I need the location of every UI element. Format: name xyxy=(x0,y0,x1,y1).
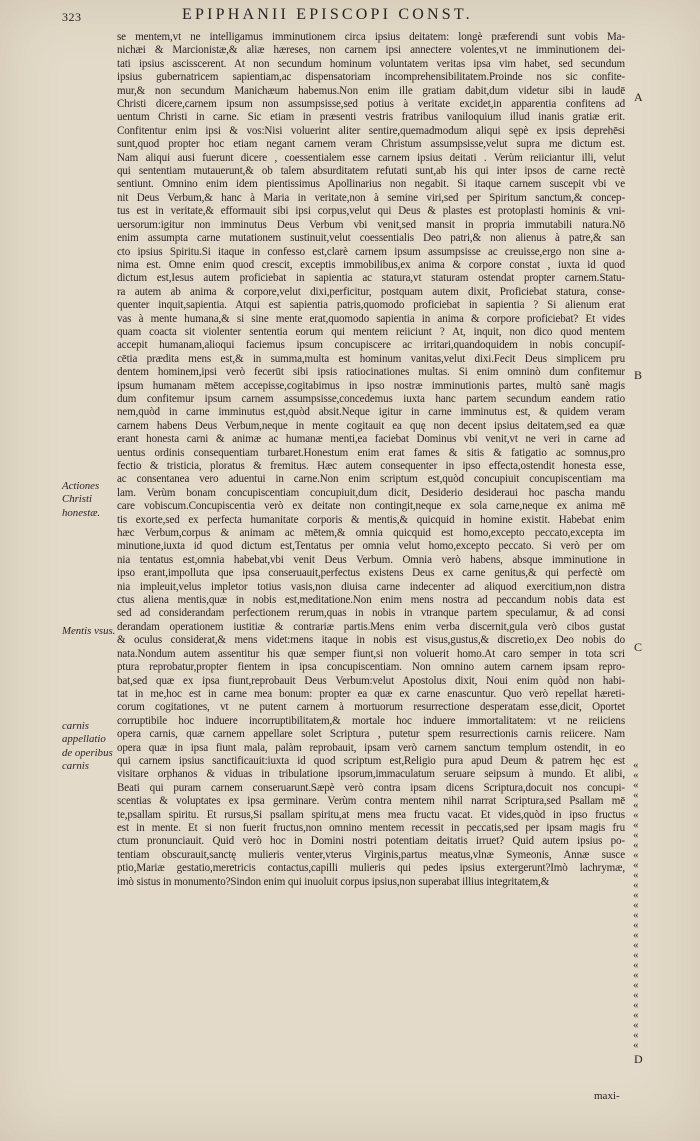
text-line: quenter inquit,sapientia. Atqui est sapientia patris,quomodo proficiebat in sapientia ? Si alienum erat xyxy=(117,299,625,312)
text-line: ac consentanea vero aduentui in carne.Non enim scriptum est,quòd concupiuit concupiscentiam ma xyxy=(117,473,625,486)
body-text xyxy=(117,31,625,889)
text-line: nata.Nondum autem assentitur his quæ semper fiunt,si non voluerit homo.At caro semper in tota scri xyxy=(117,647,625,660)
text-line: ipso erant,impolluta que ipsa conseruauit,perfectus existens Deus ex carne genitus,& qui perfectè om xyxy=(117,567,625,580)
text-line: ra autem ab anima & corpore,velut dixi,perficitur, postquam autem dixit, Proficiebat statura, conse- xyxy=(117,285,625,298)
text-line: hæc Verbum,corpus & animam ac mētem,& omnia quicquid est homo,excepto peccato,excepta im xyxy=(117,527,625,540)
text-line: Confitentur enim ipsi & vos:Nisi voluerint aliter sentire,quemadmodum aliqui sępè ex ipsis deprehēsi xyxy=(117,124,625,137)
text-line: Nam aliqui ausi fuerunt dicere , coessentialem esse carnem ipsius deitati . Verùm reiiciantur illi, velut xyxy=(117,151,625,164)
text-line: tis exorte,sed ex perfecta humanitate corporis & mentis,& quicquid in homine existit. Habebat enim xyxy=(117,513,625,526)
text-line: opera quæ in ipsa fiunt mala, palàm reprobauit, ipsam verò carnem sanctum templum ostendit, in eo xyxy=(117,741,625,754)
text-line: tus est in veritate,& efformauit sibi ipsi corpus,velut qui Deus & plastes est protoplasti hominis & vni- xyxy=(117,205,625,218)
text-line: sed ad considerandam perfectionem rerum,quas in nobis in vtranque partem speculamur, & ad consi xyxy=(117,607,625,620)
text-line: sunt,quod propter hoc etiam negant carnem veram Christum assumpsisse,velut supra me dictum est. xyxy=(117,138,625,151)
text-line: derandam operationem iustitiæ & contrariæ partis.Mens enim verba discernit,gula verò cibos gustat xyxy=(117,620,625,633)
text-line: qui sententiam mutauerunt,& ob talem absurditatem refutati sunt,ab his qui inter ipsos de carne rectè xyxy=(117,165,625,178)
text-line: imò sistus in monumento?Sindon enim qui inuoluit corpus ipsius,non superabat illius integritatem,& xyxy=(117,875,550,888)
text-line: corruptibile hoc induere incorruptibilitatem,& mortale hoc induere immortalitatem: vt ne reiiciens xyxy=(117,714,625,727)
text-line: ctum pronunciauit. Quid verò hoc in Domini nostri potentiam deitatis irruet? Quid autem ipsius po- xyxy=(117,835,625,848)
quotation-marks: « « « « « « « « « « « « « « « « « « « « « « « « « « « « « xyxy=(633,759,640,1051)
text-line: care vobiscum.Concupiscentia verò ex deitate non contingit,neque ex sola carne,neque ex anima mē xyxy=(117,500,625,513)
text-line: uersorum:igitur non imminutus Deus Verbum vbi venit,sed mansit in propria immutabili natura.Nō xyxy=(117,218,625,231)
text-line: lam. Verùm bonam concupiscentiam concupiuit,dum dicit, Desiderio desideraui hoc pascha mandu xyxy=(117,486,625,499)
text-line: carnem habens Deus Verbum,neque in mente cogitauit ea quę non decent ipsius deitatem,sed ea quæ xyxy=(117,419,625,432)
text-line: quam coacta sit violenter sententia eorum qui mentem reiiciunt ? At, inquit, non dico quod mentem xyxy=(117,325,625,338)
text-line: Christi dicere,carnem ipsum non assumpsisse,sed potius à veritate excidet,in apparentia confitens ad xyxy=(117,98,625,111)
text-line: est in mente. Et si non fuerit fructus,non omnino mentem recessit in peccatis,sed per ipsam magis fru xyxy=(117,821,625,834)
page-number: 323 xyxy=(62,10,82,24)
margin-note-carnis: carnis appellatio de operibus carnis xyxy=(62,720,113,773)
text-line: scentias & voluptates ex ipsa germinare. Verùm contra mentem nihil narrat Scriptura,sed Psallam mē xyxy=(117,795,625,808)
text-line: nima est. Omne enim quod crescit, exceptis immobilibus,ex anima & corpore constat , iuxta id quod xyxy=(117,258,625,271)
section-letter-c: C xyxy=(634,640,643,654)
text-line: tentiam obscurauit,sanctę mulieris venter,vterus Virginis,partus meatus,vlnæ Symeonis, Annæ susce xyxy=(117,848,625,861)
text-line: ipsum humanam mētem accepisse,cogitabimus in ipso nostræ imminutionis partes, multò sanè magis xyxy=(117,379,625,392)
running-title: EPIPHANII EPISCOPI CONST. xyxy=(182,6,473,23)
text-line: dum confitemur ipsum carnem assumpsisse,concedemus iuxta hanc partem secundum eandem ratio xyxy=(117,392,625,405)
text-line: ipsius gubernatricem sapientiam,ac dispensatoriam incomprehensibilitatem.Proinde nos sic confite- xyxy=(117,71,625,84)
text-line: corum cogitationes, vt ne putent carnem à mortuorum resurrectione desperatam esse,dicit, Oportet xyxy=(117,701,625,714)
text-line: ptio,Mariæ gestatio,meretricis contactus,capilli mulieris qui pedes ipsius extergerunt?Imò lachrymæ, xyxy=(117,862,625,875)
margin-note-actiones: Actiones Christi honestæ. xyxy=(62,480,101,519)
text-line: se mentem,vt ne intelligamus imminutionem circa ipsius deitatem: longè præferendi sunt vobis Ma- xyxy=(117,31,625,43)
text-line: qui carnem ipsius sanctificauit:iuxta id quod scriptum est,Religio pura apud Deum & patrem hęc est xyxy=(117,754,625,767)
section-letter-a: A xyxy=(634,90,643,104)
text-line: uentus ordinis consequentiam turbaret.Honestum enim erat fames & sitis & fatigatio ac somnus,pro xyxy=(117,446,625,459)
text-line: enim assumpta carne mutationem sustinuit,velut coessentialis Deo patri,& non alienus à patre,& san xyxy=(117,232,625,245)
text-line: tati ipsius ascisscerent. At non secundum hominum voluntatem veritas ipsa vim habet, sed secundum xyxy=(117,57,625,70)
text-line: nia tentatus est,omnia habebat,vbi venit Deus Verbum. Omnia verò habens, absque imminutione in xyxy=(117,553,625,566)
text-line: nem,quòd in carne imminutus est,quòd absit.Neque igitur in carne imminutus est, & quidem veram xyxy=(117,406,625,419)
text-line: fectio & tristicia, ploratus & fremitus. Hæc autem consequenter in ipso effecta,ostendit honesta esse, xyxy=(117,460,625,472)
section-letter-d: D xyxy=(634,1052,643,1066)
text-line: uentum Christi in carne. Sic etiam in præsenti vestris fratribus vaniloquium illud inanis gratiæ erit. xyxy=(117,111,625,124)
text-line: bat,sed quæ ex ipsa fiunt,reprobauit Deus Verbum:velut Apostolus dixit, Noui enim quòd non habi- xyxy=(117,674,625,687)
text-line: Beati qui puram carnem conseruarunt.Sæpè verò contra ipsam dicens Scriptura,docuit nos concupi- xyxy=(117,781,625,794)
margin-note-mentis: Mentis vsus. xyxy=(62,625,116,637)
text-line: accepit humanam,alioqui faciemus ipsum concupiscere ac irritari,quandoquidem in nobis concupiſ- xyxy=(117,339,625,352)
text-line: te,psallam spiritu. Et rursus,Si psallam spiritu,at mens mea fructu vacat. Et vides,quòd in ipso fructus xyxy=(117,808,625,821)
text-line: sentiunt. Omnino enim idem pientissimus Apollinarius non negabit. Si itaque carnem suscepit vbi ve xyxy=(117,178,625,191)
text-line: ctus aliena mentis,quæ in nobis est,meditatione.Non enim mens nostra ad peccandum nobis data est xyxy=(117,594,625,607)
text-line: opera carnis, quæ carnem appellare solet Scriptura , putetur spem resurrectionis carnis reiicere. Nam xyxy=(117,728,625,741)
text-line: vas à mente humana,& si sine mente erat,quomodo sapientia in anima & corpore proficiebat? Et vides xyxy=(117,312,625,325)
text-line: nit Deus Verbum,& hanc à Maria in veritate,non à semine viri,sed per Spiritum sanctum,& concep- xyxy=(117,191,625,204)
text-line: dictum est,Iesus autem proficiebat in sapientia ac statura,vt staturam ostendat propter carnem.Statu- xyxy=(117,272,625,285)
text-line: nia impleuit,velus impletor totius vasis,non diuisa carne indecenter ad aliquod exercitium,non distra xyxy=(117,580,625,593)
text-line: cto ipsius Spiritu.Si itaque in confesso est,clarè carnem ipsum assumpsisse ac creuisse,ergo non sine a- xyxy=(117,245,625,258)
text-line: dentem hominem,ipsi verò fecerūt sibi ipsis ratiocinationes multas. Si enim omninò dum confitemur xyxy=(117,366,625,379)
text-line: erant honesta carni & animæ ac humanæ menti,ea faciebat Dominus vbi venit,vt ne veri in carne ad xyxy=(117,433,625,446)
text-line: nichæi & Marcionistæ,& aliæ hæreses, non carnem ipsi annectere volentes,vt ne imminutionem dei- xyxy=(117,44,625,57)
text-line: & oculus considerat,& mens videt:mens itaque in nobis est visus,gustus,& discretio,ex Deo nobis do xyxy=(117,634,625,647)
catchword: maxi- xyxy=(594,1090,620,1102)
text-line: minutione,iuxta id quod dictum est,Tentatus per omnia velut homo,excepto peccato. Si verò per om xyxy=(117,540,625,553)
text-line: ptura reprobatur,propter fientem in ipsa concupiscentiam. Non omnino autem carnem ipsam repro- xyxy=(117,661,625,674)
text-line: cētia prædita mens est,& in summa,multa est hominum vanitas,velut dixi.Fecit Deus simplicem pru xyxy=(117,352,625,365)
text-line: visitare orphanos & viduas in tribulatione ipsorum,immaculatum seruare seipsum à mundo. Et alibi, xyxy=(117,768,625,781)
text-line: mur,& non secundum Manichæum habemus.Non enim ille gratiam dabit,dum videtur sibi in laudē xyxy=(117,84,625,97)
text-line: tat in me,hoc est in carne mea bonum: propter ea quæ ex carne enascuntur. Quo verò repellat hæreti- xyxy=(117,687,625,700)
section-letter-b: B xyxy=(634,368,643,382)
